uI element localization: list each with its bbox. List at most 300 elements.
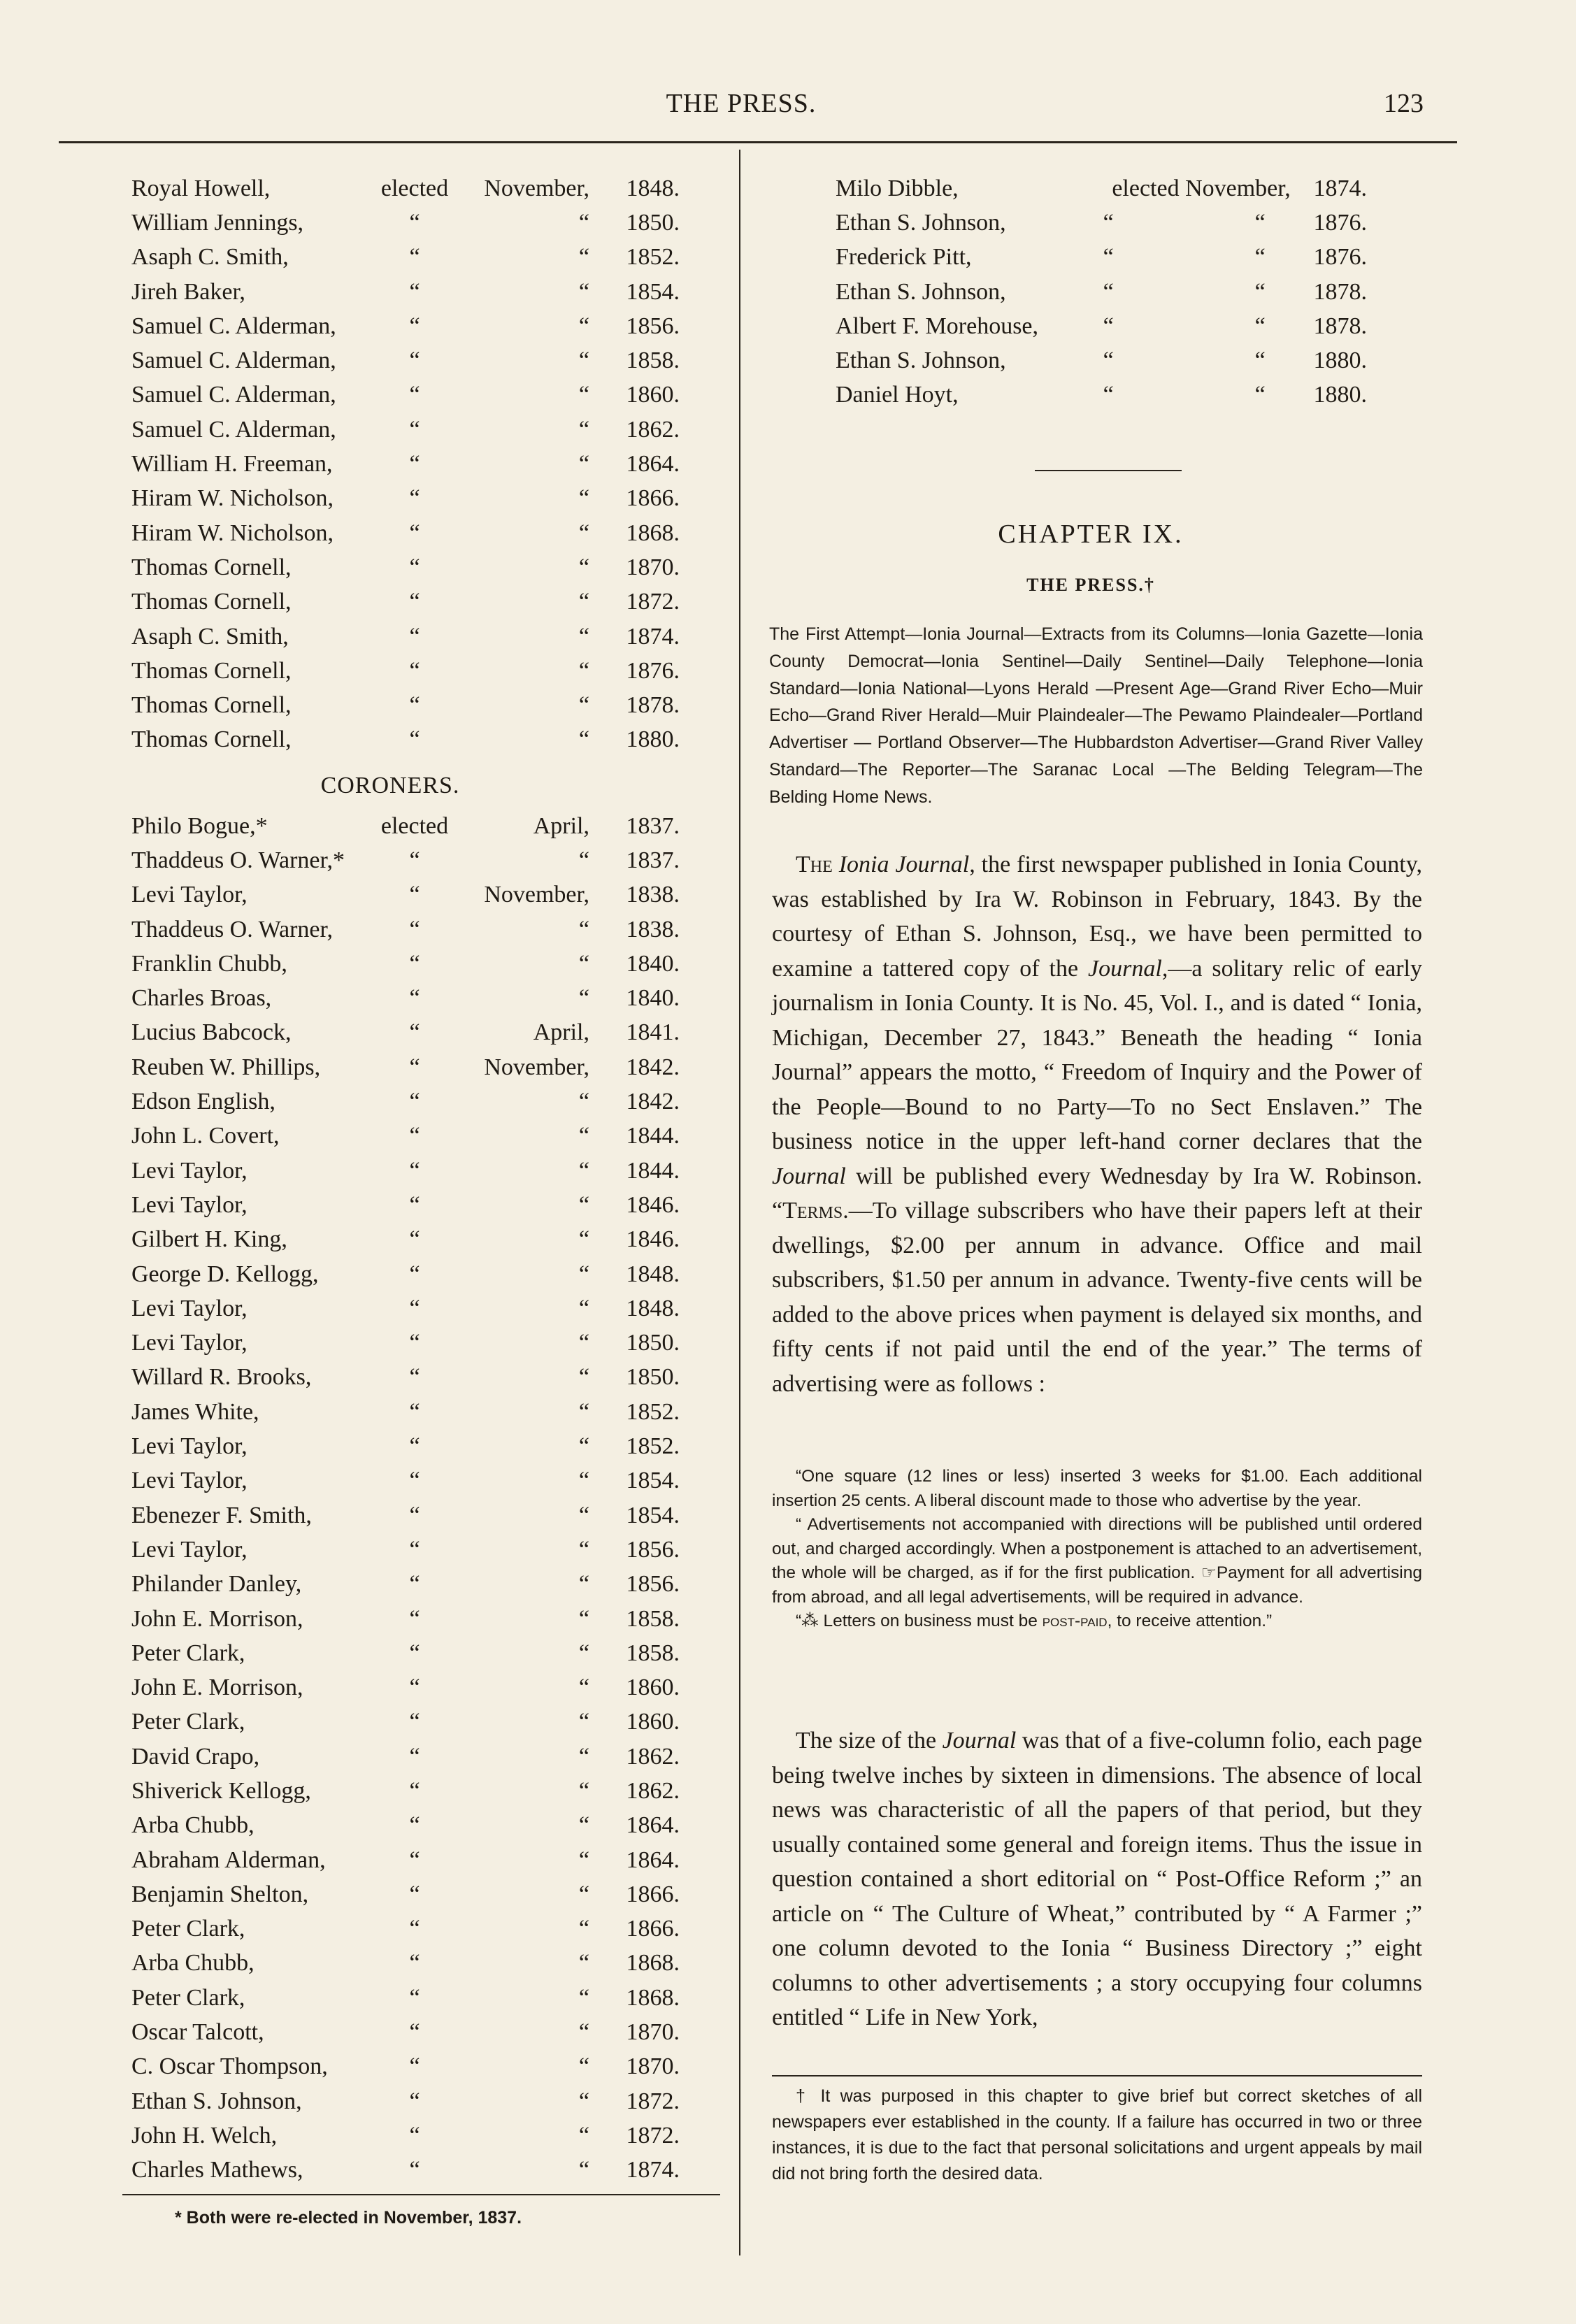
officer-row (836, 171, 1367, 206)
elected-year: 1872. (626, 2122, 680, 2149)
elected-year: 1856. (626, 1536, 680, 1563)
elected-month (1075, 382, 1291, 408)
elected-month: “ (578, 1950, 589, 1977)
officer-row (131, 447, 691, 481)
elected-month: “ (578, 1536, 589, 1563)
elected-year: 1872. (626, 589, 680, 615)
officer-row (131, 1257, 691, 1291)
elected-month: “ (578, 1846, 589, 1873)
section-rule (1035, 470, 1182, 471)
officer-name: Daniel Hoyt, (836, 382, 959, 408)
officer-row (131, 1843, 691, 1877)
elected-year: 1866. (626, 1881, 680, 1907)
ditto-mark: “ (1254, 209, 1266, 236)
elected-year: 1862. (626, 1778, 680, 1804)
elected-month (1075, 313, 1291, 340)
elected-month: “ (578, 1157, 589, 1184)
elected-label: “ (409, 519, 420, 546)
elected-year: 1872. (626, 2088, 680, 2114)
column-divider (739, 150, 740, 2255)
elected-year: 1858. (626, 1640, 680, 1666)
elected-label: “ (409, 1950, 420, 1977)
elected-year: 1864. (626, 1846, 680, 1873)
elected-label: “ (409, 1364, 420, 1391)
elected-month: “ (578, 1364, 589, 1391)
elected-month: “ (578, 382, 589, 408)
elected-year: 1844. (626, 1123, 680, 1149)
para1-text-4: —To village subscribers who have their papers left at their dwellings, $2.00 per annum in advance. Office and mail subscribers, $1.50 per annum in advance. Twenty-five cents will be added to the above prices when payment is delayed six months, and fifty cents if not paid until the end of the year.” The terms of advertising were as follows : (772, 1198, 1422, 1397)
officer-name: Samuel C. Alderman, (131, 382, 336, 408)
ditto-mark: “ (1254, 244, 1266, 271)
officer-row (131, 2118, 691, 2153)
elected-label: “ (409, 1433, 420, 1460)
para1-text-1: the first newspaper published in Ionia County, was established by Ira W. Robinson in February, 1843. By the courtesy of Ethan S. Johnson, Esq., we have been permitted to examine a tattered copy of the (772, 852, 1423, 982)
officer-name: Arba Chubb, (131, 1812, 255, 1839)
quote-3c: , to receive attention.” (1107, 1612, 1273, 1630)
elected-label: “ (409, 950, 420, 977)
officer-row (131, 912, 691, 947)
elected-label: “ (409, 313, 420, 339)
officer-name: Levi Taylor, (131, 1191, 248, 1218)
elected-label: “ (409, 1812, 420, 1839)
elected-year: 1858. (626, 347, 680, 374)
officer-name: Reuben W. Phillips, (131, 1054, 321, 1080)
para2-text-1: The size of the (796, 1728, 943, 1753)
elected-year: 1852. (626, 1433, 680, 1460)
officer-row (131, 1568, 691, 1602)
officer-row (131, 878, 691, 912)
elected-year: 1854. (626, 1502, 680, 1528)
officer-row (131, 1326, 691, 1361)
elected-label: “ (409, 623, 420, 650)
elected-year: 1874. (1313, 175, 1367, 201)
officer-row (131, 1361, 691, 1395)
officer-name: Charles Broas, (131, 985, 272, 1012)
elected-month: “ (578, 916, 589, 942)
page-number: 123 (1384, 89, 1424, 118)
officer-row (131, 619, 691, 654)
officer-row (131, 343, 691, 378)
elected-label: “ (409, 726, 420, 753)
officer-row (131, 585, 691, 619)
elected-month: “ (578, 950, 589, 977)
elected-label: “ (409, 1089, 420, 1115)
elected-label: elected (380, 175, 449, 201)
officer-row (836, 309, 1367, 343)
elected-year: 1856. (626, 1571, 680, 1598)
officer-name: Thomas Cornell, (131, 589, 292, 615)
left-column (131, 171, 691, 2188)
elected-year: 1850. (626, 1364, 680, 1391)
officer-name: Levi Taylor, (131, 1157, 248, 1184)
elected-month: “ (578, 657, 589, 684)
chapter-synopsis (769, 621, 1423, 811)
officer-row (131, 275, 691, 309)
officer-name: Levi Taylor, (131, 1468, 248, 1494)
elected-year: 1844. (626, 1157, 680, 1184)
elected-label: “ (409, 244, 420, 271)
elected-month: November, (484, 1054, 589, 1080)
elected-month: “ (578, 1123, 589, 1149)
elected-label: “ (409, 1019, 420, 1046)
elected-month: “ (578, 1640, 589, 1666)
elected-label: “ (409, 1261, 420, 1287)
officer-name: Charles Mathews, (131, 2157, 303, 2183)
elected-month: “ (578, 1709, 589, 1735)
officer-row (131, 1464, 691, 1498)
officer-name: Lucius Babcock, (131, 1019, 292, 1046)
officer-name: Levi Taylor, (131, 1330, 248, 1356)
officer-row (131, 1740, 691, 1774)
elected-month: November, (484, 882, 589, 908)
elected-year: 1848. (626, 175, 680, 201)
officer-name: Peter Clark, (131, 1709, 245, 1735)
elected-label: “ (409, 485, 420, 512)
elected-month (1075, 279, 1291, 306)
officer-row (131, 947, 691, 981)
elected-year: 1870. (626, 2053, 680, 2080)
officer-row (131, 1602, 691, 1636)
elected-month: “ (578, 485, 589, 512)
elected-year: 1864. (626, 451, 680, 478)
officer-name: John E. Morrison, (131, 1674, 303, 1701)
elected-year: 1878. (1313, 313, 1367, 339)
elected-month: “ (578, 1191, 589, 1218)
officer-name: Hiram W. Nicholson, (131, 519, 334, 546)
officer-row (131, 1498, 691, 1533)
officer-row (131, 1016, 691, 1050)
officer-row (131, 2153, 691, 2188)
elected-year: 1860. (626, 1674, 680, 1701)
elected-month: April, (533, 812, 589, 839)
officer-row (131, 1154, 691, 1188)
officer-row (131, 1291, 691, 1326)
right-footnote-text: † It was purposed in this chapter to give brief but correct sketches of all newspapers ever established in the county. If a failure has occurred in two or three instances, it is due to the fact that personal solicitations and urgent appeals by mail did not bring forth the desired data. (772, 2086, 1422, 2183)
elected-label: “ (409, 1881, 420, 1907)
ditto-mark: “ (1103, 347, 1114, 374)
officer-name: Levi Taylor, (131, 882, 248, 908)
officer-name: Gilbert H. King, (131, 1226, 287, 1253)
elected-year: 1878. (626, 692, 680, 719)
elected-label: “ (409, 2088, 420, 2114)
officer-name: Philander Danley, (131, 1571, 302, 1598)
elected-month: “ (578, 589, 589, 615)
officer-name: Frederick Pitt, (836, 244, 972, 271)
officer-name: John H. Welch, (131, 2122, 278, 2149)
officer-name: Asaph C. Smith, (131, 623, 289, 650)
elected-year: 1858. (626, 1605, 680, 1632)
officer-name: David Crapo, (131, 1743, 260, 1770)
officer-row (131, 1912, 691, 1946)
ditto-mark: “ (1103, 244, 1114, 271)
elected-year: 1852. (626, 244, 680, 271)
officer-name: Arba Chubb, (131, 1950, 255, 1977)
elected-year: 1841. (626, 1019, 680, 1046)
officer-name: Peter Clark, (131, 1640, 245, 1666)
officer-row (131, 1429, 691, 1463)
elected-year: 1868. (626, 1950, 680, 1977)
elected-label: “ (409, 1398, 420, 1425)
elected-label: “ (409, 382, 420, 408)
elected-label: “ (409, 2053, 420, 2080)
quote-3b: post-paid (1042, 1612, 1108, 1630)
officer-row (131, 1533, 691, 1567)
elected-year: 1874. (626, 2157, 680, 2183)
elected-month: “ (578, 1605, 589, 1632)
elected-month: “ (578, 451, 589, 478)
elected-label: “ (409, 1536, 420, 1563)
officer-row (131, 1395, 691, 1429)
elected-year: 1862. (626, 1743, 680, 1770)
officer-row (131, 1946, 691, 1981)
elected-month: “ (578, 2122, 589, 2149)
elected-label: “ (409, 1674, 420, 1701)
officer-row (131, 982, 691, 1016)
officer-row (131, 171, 691, 206)
officer-name: Ethan S. Johnson, (836, 278, 1006, 305)
elected-month: “ (578, 1433, 589, 1460)
officer-row (131, 1050, 691, 1084)
officer-row (131, 1809, 691, 1843)
officer-name: Peter Clark, (131, 1984, 245, 2011)
elected-year: 1868. (626, 1984, 680, 2011)
officer-row (131, 1774, 691, 1808)
elected-label: “ (409, 1778, 420, 1804)
elected-year: 1866. (626, 485, 680, 512)
elected-month: “ (578, 692, 589, 719)
elected-month: “ (578, 554, 589, 580)
officer-name: Thomas Cornell, (131, 657, 292, 684)
elected-label: “ (409, 1054, 420, 1080)
officer-name: Levi Taylor, (131, 1433, 248, 1460)
left-footnote-rule (122, 2194, 720, 2195)
ditto-mark: “ (1103, 278, 1114, 305)
officer-row (131, 378, 691, 413)
paragraph-ionia-journal (772, 847, 1422, 1401)
officer-name: Thomas Cornell, (131, 554, 292, 580)
elected-year: 1868. (626, 519, 680, 546)
right-footnote (772, 2083, 1422, 2187)
elected-month: “ (578, 847, 589, 873)
elected-month: “ (578, 278, 589, 305)
officer-row (836, 206, 1367, 240)
elected-label: “ (409, 847, 420, 873)
officer-row (131, 843, 691, 877)
elected-year: 1860. (626, 1709, 680, 1735)
journal-title: Ionia Journal, (838, 852, 975, 877)
elected-label: “ (409, 589, 420, 615)
elected-label: “ (409, 451, 420, 478)
elected-month: “ (578, 1089, 589, 1115)
officer-name: Ethan S. Johnson, (836, 347, 1006, 374)
chapter-subheading: THE PRESS.† (1026, 575, 1155, 595)
officer-name: Samuel C. Alderman, (131, 313, 336, 339)
officer-row (131, 688, 691, 722)
elected-year: 1880. (1313, 347, 1367, 374)
elected-year: 1838. (626, 882, 680, 908)
officer-row (131, 482, 691, 516)
officer-name: Peter Clark, (131, 1916, 245, 1942)
para2-text-2: was that of a five-column folio, each page being twelve inches by sixteen in dimensions. The absence of local news was characteristic of all the papers of that period, but they usually contained some general and foreign items. Thus the issue in question contained a short editorial on “ Post-Office Reform ;” an article on “ The Culture of Wheat,” contributed by “ A Farmer ;” one column devoted to the Ionia “ Business Directory ;” eight columns to other advertisements ; a story occupying four columns entitled “ Life in New York, (772, 1728, 1423, 2030)
officer-row (131, 241, 691, 275)
officer-row (131, 413, 691, 447)
officer-row (131, 1705, 691, 1740)
elected-year: 1876. (626, 657, 680, 684)
officer-name: Jireh Baker, (131, 278, 245, 305)
advertising-terms-quote (772, 1465, 1422, 1634)
para1-text-3: will be published every Wednesday by Ira W. Robinson. “ (772, 1163, 1422, 1224)
elected-label: “ (409, 1846, 420, 1873)
elected-label: “ (409, 692, 420, 719)
elected-label: “ (409, 2157, 420, 2183)
coroners-heading: CORONERS. (320, 773, 460, 799)
elected-month: “ (578, 313, 589, 339)
elected-year: 1862. (626, 416, 680, 443)
officer-name: Levi Taylor, (131, 1536, 248, 1563)
elected-year: 1880. (626, 726, 680, 753)
terms-label: Terms. (782, 1198, 849, 1224)
officer-row (131, 2084, 691, 2118)
elected-year: 1860. (626, 382, 680, 408)
elected-year: 1848. (626, 1261, 680, 1287)
officer-name: Benjamin Shelton, (131, 1881, 309, 1907)
elected-year: 1842. (626, 1089, 680, 1115)
sheriff-list (131, 171, 691, 757)
officer-row (131, 1670, 691, 1705)
officer-row (131, 2015, 691, 2049)
officer-name: William Jennings, (131, 209, 304, 236)
elected-month: “ (578, 1571, 589, 1598)
elected-month: “ (578, 2053, 589, 2080)
officer-name: Ebenezer F. Smith, (131, 1502, 312, 1528)
officer-row (131, 309, 691, 343)
elected-year: 1840. (626, 985, 680, 1012)
journal-title-4: Journal (942, 1728, 1017, 1753)
elected-month: “ (578, 1261, 589, 1287)
officer-name: Thomas Cornell, (131, 692, 292, 719)
coroner-list (131, 809, 691, 2188)
header-rule (59, 141, 1457, 143)
elected-month: “ (578, 244, 589, 271)
officer-row (131, 2050, 691, 2084)
running-header-title: THE PRESS. (666, 89, 817, 118)
officer-row (836, 343, 1367, 378)
elected-month: “ (578, 1330, 589, 1356)
elected-label: “ (409, 1640, 420, 1666)
elected-label: “ (409, 1571, 420, 1598)
elected-month (1075, 244, 1291, 271)
officer-row (131, 723, 691, 757)
chapter-heading: CHAPTER IX. (998, 519, 1184, 549)
officer-row (131, 654, 691, 688)
para1-text-2: —a solitary relic of early journalism in Ionia County. It is No. 45, Vol. I., and is dated “ Ionia, Michigan, December 27, 1843.” Beneath the heading “ Ionia Journal” appears the motto, “ Freedom of Inquiry and the Power of the People—Bound to no Party—To no Sect Enslaven.” The business notice in the upper left-hand corner declares that the (772, 955, 1423, 1154)
elected-year: 1852. (626, 1398, 680, 1425)
elected-month: “ (578, 1226, 589, 1253)
officer-name: Thaddeus O. Warner,* (131, 847, 345, 873)
elected-month: “ (578, 1984, 589, 2011)
elected-label: “ (409, 1191, 420, 1218)
elected-month (1075, 347, 1291, 374)
elected-year: 1846. (626, 1191, 680, 1218)
elected-label: “ (409, 554, 420, 580)
elected-month: “ (578, 416, 589, 443)
journal-title-2: Journal, (1088, 955, 1168, 982)
synopsis-text: The First Attempt—Ionia Journal—Extracts from its Columns—Ionia Gazette—Ionia County Democrat—Ionia Sentinel—Daily Sentinel—Daily Telephone—Ionia Standard—Ionia National—Lyons Herald —Present Age—Grand River Echo—Muir Echo—Grand River Herald—Muir Plaindealer—The Pewamo Plaindealer—Portland Advertiser — Portland Observer—The Hubbardston Advertiser—Grand River Valley Standard—The Reporter—The Saranac Local —The Belding Telegram—The Belding Home News. (769, 624, 1423, 807)
officer-row (836, 275, 1367, 309)
elected-label: “ (409, 1226, 420, 1253)
officer-name: Ethan S. Johnson, (836, 209, 1006, 236)
officer-name: Oscar Talcott, (131, 2019, 264, 2046)
elected-label: “ (409, 1605, 420, 1632)
elected-label: “ (409, 1157, 420, 1184)
elected-year: 1878. (1313, 278, 1367, 305)
elected-month: “ (578, 623, 589, 650)
elected-year: 1856. (626, 313, 680, 339)
officer-name: Milo Dibble, (836, 175, 959, 201)
quote-3a: “⁂ Letters on business must be (796, 1612, 1043, 1630)
officer-name: Thaddeus O. Warner, (131, 916, 333, 942)
elected-year: 1854. (626, 278, 680, 305)
elected-month: “ (578, 985, 589, 1012)
elected-label: “ (409, 1709, 420, 1735)
elected-label: “ (409, 2019, 420, 2046)
elected-month: “ (578, 347, 589, 374)
elected-label: “ (409, 1743, 420, 1770)
elected-label: “ (409, 1123, 420, 1149)
elected-label: “ (409, 1295, 420, 1321)
officer-row (836, 378, 1367, 413)
elected-month: “ (578, 1916, 589, 1942)
officer-name: Ethan S. Johnson, (131, 2088, 302, 2114)
elected-label: “ (409, 278, 420, 305)
officer-name: Abraham Alderman, (131, 1846, 326, 1873)
officer-row (836, 241, 1367, 275)
ditto-mark: “ (1103, 382, 1114, 408)
elected-label: “ (409, 985, 420, 1012)
right-footnote-rule (772, 2075, 1422, 2076)
elected-month: “ (578, 1468, 589, 1494)
officer-name: Royal Howell, (131, 175, 271, 201)
elected-month: “ (578, 1881, 589, 1907)
officer-name: George D. Kellogg, (131, 1261, 319, 1287)
officer-name: Albert F. Morehouse, (836, 313, 1039, 339)
officer-name: Levi Taylor, (131, 1295, 248, 1321)
elected-label: “ (409, 1984, 420, 2011)
ditto-mark: “ (1103, 209, 1114, 236)
elected-label: “ (409, 882, 420, 908)
para1-lead: The (796, 852, 833, 877)
elected-month: “ (578, 519, 589, 546)
officer-name: Philo Bogue,* (131, 812, 268, 839)
elected-year: 1837. (626, 847, 680, 873)
elected-year: 1866. (626, 1916, 680, 1942)
elected-year: 1850. (626, 1330, 680, 1356)
quote-para-3 (772, 1609, 1422, 1634)
ditto-mark: “ (1254, 347, 1266, 374)
ditto-mark: “ (1254, 313, 1266, 339)
officer-name: Hiram W. Nicholson, (131, 485, 334, 512)
elected-year: 1870. (626, 554, 680, 580)
elected-month: “ (578, 1502, 589, 1528)
ditto-mark: “ (1103, 313, 1114, 339)
elected-year: 1854. (626, 1468, 680, 1494)
officer-name: C. Oscar Thompson, (131, 2053, 328, 2080)
elected-month: April, (533, 1019, 589, 1046)
elected-year: 1874. (626, 623, 680, 650)
elected-year: 1876. (1313, 209, 1367, 236)
elected-label: “ (409, 916, 420, 942)
elected-month: “ (578, 1674, 589, 1701)
